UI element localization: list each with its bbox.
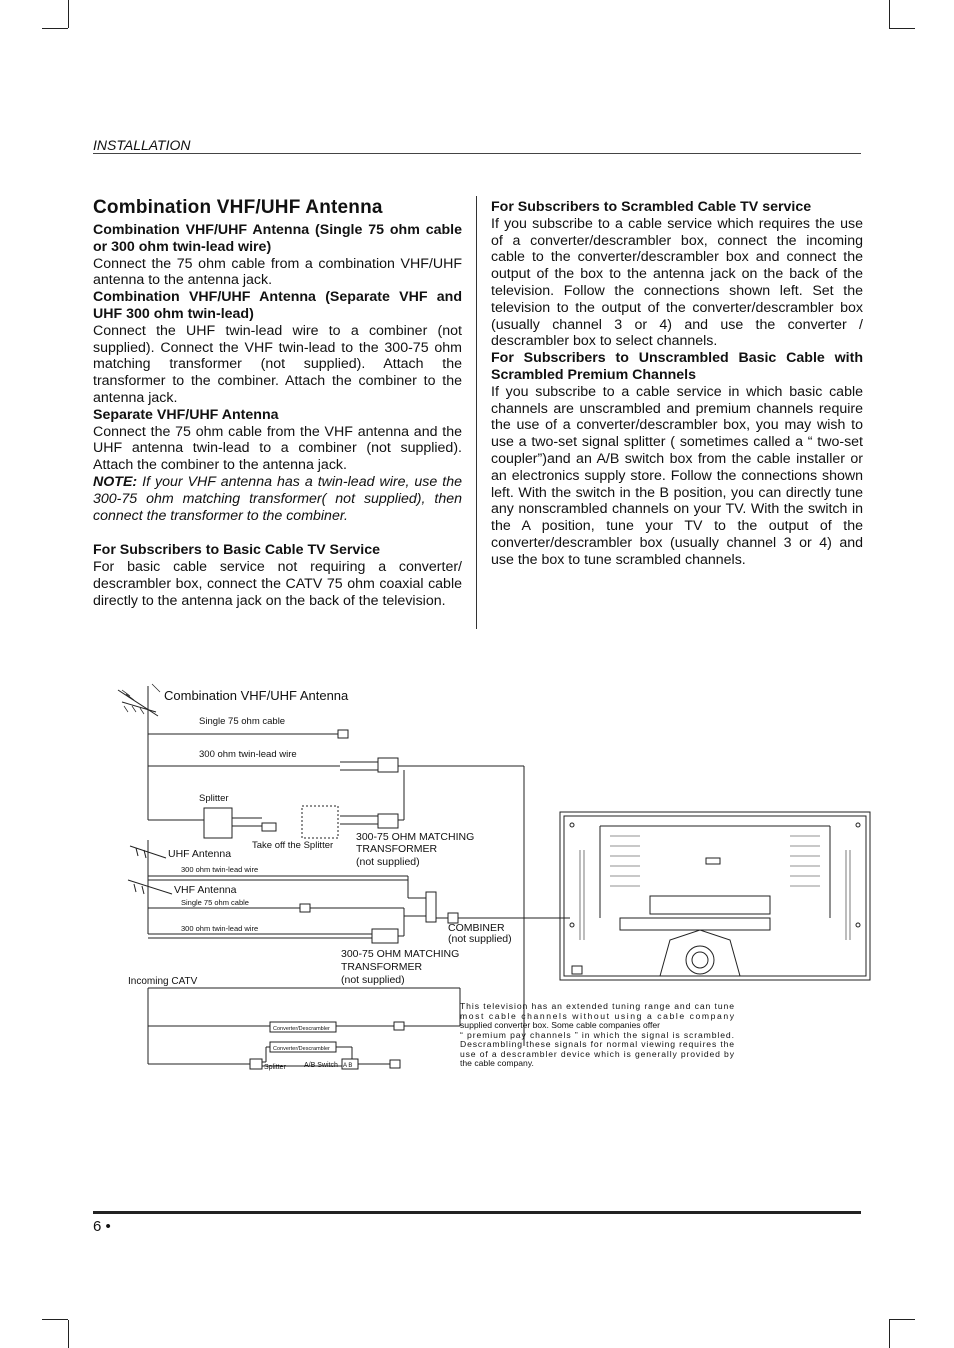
diagram-label: (not supplied)	[341, 974, 405, 986]
subheading: For Subscribers to Unscrambled Basic Cable with Scrambled Premium Channels	[491, 350, 863, 383]
vhf-antenna-icon	[128, 876, 172, 934]
note-line: the cable company.	[460, 1058, 534, 1068]
diagram-label: Converter/Descrambler	[273, 1026, 330, 1032]
note-line: use of a descrambler device which is generally provided by	[460, 1049, 734, 1059]
diagram-label: Single 75 ohm cable	[199, 716, 286, 727]
diagram-label: Combination VHF/UHF Antenna	[164, 688, 349, 703]
diagram-label: VHF Antenna	[174, 884, 237, 896]
subheading: Separate VHF/UHF Antenna	[93, 406, 279, 423]
diagram-label: COMBINER	[448, 922, 505, 934]
diagram-label: TRANSFORMER	[356, 843, 438, 855]
note-line: supplied converter box. Some cable companies offer	[460, 1020, 660, 1030]
subheading: Combination VHF/UHF Antenna (Single 75 ohm cable or 300 ohm twin-lead wire)	[93, 222, 462, 255]
subheading: Combination VHF/UHF Antenna (Separate VHF and UHF 300 ohm twin-lead)	[93, 289, 462, 322]
diagram-label: Converter/Descrambler	[273, 1046, 330, 1052]
diagram-label: Incoming CATV	[128, 976, 198, 987]
tv-rear-panel	[560, 812, 870, 980]
page-number: 6 •	[93, 1218, 111, 1235]
diagram-label: (not supplied)	[448, 933, 512, 945]
footer-rule	[93, 1211, 861, 1214]
note-line: most cable channels without using a cable company	[460, 1011, 734, 1021]
subheading: For Subscribers to Scrambled Cable TV service	[491, 199, 812, 215]
diagram-label: Splitter	[199, 793, 229, 804]
note-label: NOTE:	[93, 473, 138, 490]
paragraph: If you subscribe to a cable service which requires the use of a converter/descrambler box, connect the incoming cable to the converter/descrambler box and connect the output of the box to the antenna jack on the back of the television. Follow the connections shown left. Set the television to the output of the converter/descrambler box (usually channel 3 or 4) and use the converter / descrambler box to select channels.	[491, 215, 863, 350]
paragraph: If you subscribe to a cable service in which basic cable channels are unscrambled and premium channels require the use of a converter/descrambler box, you may wish to use a two-set signal splitter ( sometimes called a “ two-set coupler”)and an A/B switch box from the cable installer or an electronics supply store. Follow the connections shown left. With the switch in the B position, you can directly tune any nonscrambled channels on your TV. With the switch in the A position, tune your TV to the output of the converter/descrambler box (usually channel 3 or 4) and use the box to tune scrambled channels.	[491, 383, 863, 568]
diagram-label: Take off the Splitter	[252, 840, 334, 851]
paragraph: Connect the 75 ohm cable from the VHF antenna and the UHF antenna twin-lead to a combiner (not supplied). Attach the combiner to the antenna jack.	[93, 423, 462, 474]
diagram-label: 300 ohm twin-lead wire	[181, 924, 259, 933]
diagram-label: UHF Antenna	[168, 848, 232, 860]
diagram-note	[460, 1001, 735, 1068]
diagram-label: (not supplied)	[356, 856, 420, 868]
diagram-label: 300-75 OHM MATCHING	[341, 948, 460, 960]
uhf-antenna-icon	[130, 840, 166, 876]
subheading: For Subscribers to Basic Cable TV Service	[93, 542, 381, 559]
diagram-label: TRANSFORMER	[341, 961, 423, 973]
diagram-label: 300-75 OHM MATCHING	[356, 831, 475, 843]
paragraph: For basic cable service not requiring a converter/ descrambler box, connect the CATV 75 ohm coaxial cable directly to the antenna jack on the back of the television.	[93, 559, 462, 609]
section-header: INSTALLATION	[93, 137, 191, 153]
paragraph: Connect the 75 ohm cable from a combination VHF/UHF antenna to the antenna jack.	[93, 255, 462, 289]
note-line: Descrambling these signals for normal viewing requires the	[460, 1039, 734, 1049]
diagram-label: Splitter	[264, 1064, 286, 1071]
paragraph: Connect the UHF twin-lead wire to a combiner (not supplied). Connect the VHF twin-lead to the 300-75 ohm matching transformer (not supplied). Attach the transformer to the combiner. Attach the combiner to the antenna jack.	[93, 322, 462, 406]
note-line: This television has an extended tuning range and can tune	[460, 1001, 734, 1011]
diagram-label: 300 ohm twin-lead wire	[199, 749, 297, 760]
diagram-label: 300 ohm twin-lead wire	[181, 865, 259, 874]
note-line: “ premium pay channels ” in which the signal is scrambled.	[460, 1030, 734, 1040]
page-title: Combination VHF/UHF Antenna	[93, 197, 383, 218]
note-text: If your VHF antenna has a twin-lead wire, use the 300-75 ohm matching transformer( not supplied), then connect the transformer to the combiner.	[93, 473, 462, 524]
diagram-label: A B	[343, 1063, 353, 1069]
diagram-label: Single 75 ohm cable	[181, 898, 249, 907]
diagram-label: A/B Switch	[304, 1062, 338, 1069]
antenna-icon	[118, 684, 160, 820]
